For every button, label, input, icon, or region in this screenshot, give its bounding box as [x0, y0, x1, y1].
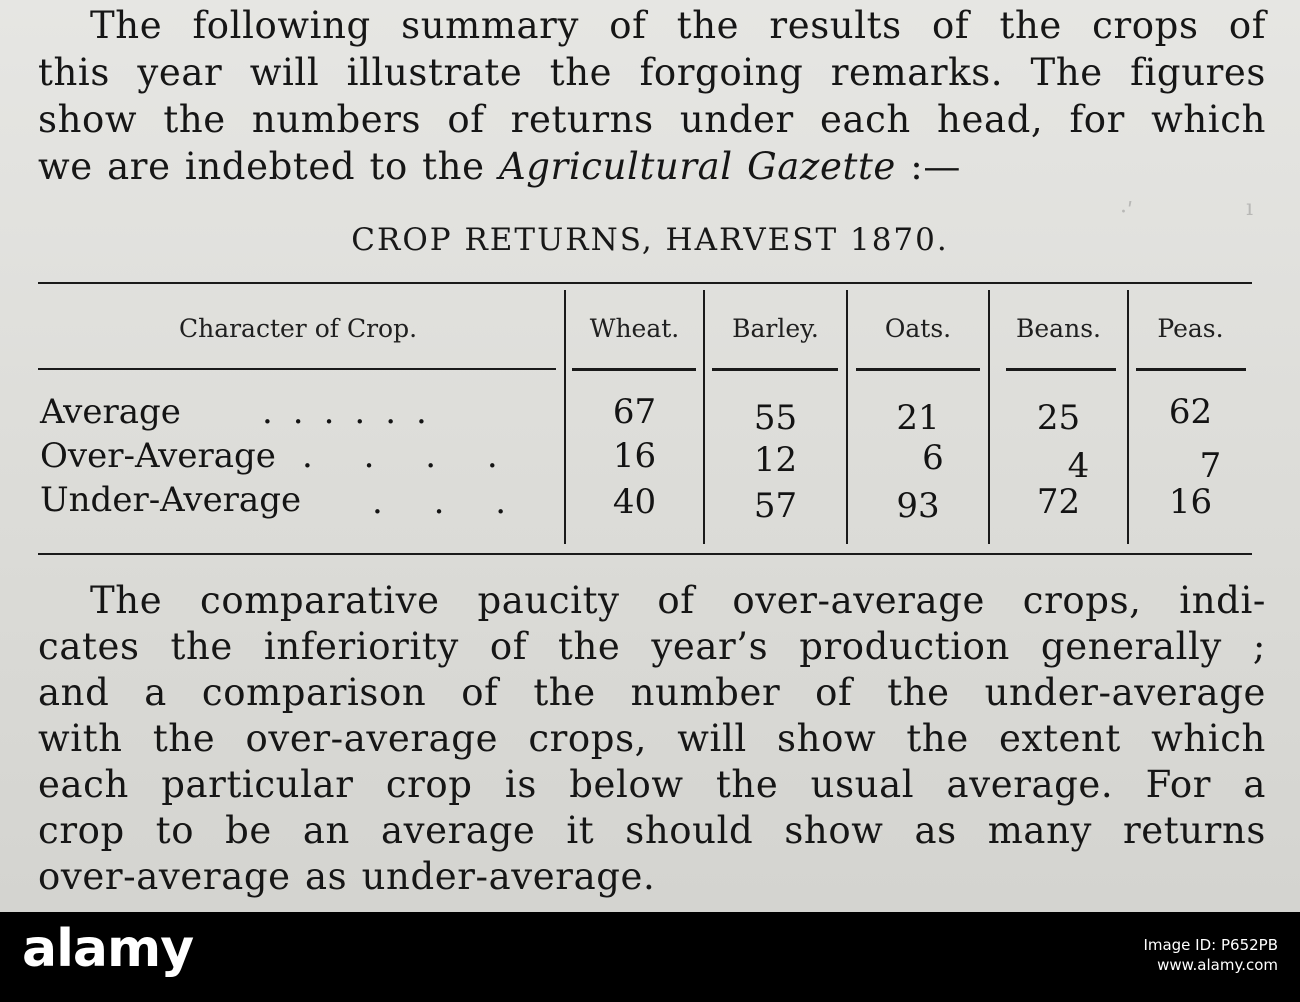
cell-over-peas: 7	[1199, 446, 1222, 486]
cell-average-oats: 21	[896, 398, 940, 438]
header-rule-label	[38, 368, 556, 370]
conclusion-line-5: each particular crop is below the usual average. For a	[38, 763, 1266, 806]
conclusion-line-2: cates the inferiority of the year’s production generally ;	[38, 625, 1266, 668]
cell-under-beans: 72	[1036, 482, 1081, 522]
table-top-rule	[38, 282, 1252, 284]
gazette-title: Agricultural Gazette	[498, 145, 896, 188]
cell-over-wheat: 16	[612, 436, 657, 476]
cell-under-wheat: 40	[612, 482, 657, 522]
header-barley: Barley.	[732, 314, 819, 343]
intro-line-2: this year will illustrate the forgoing remarks. The figures	[38, 51, 1266, 94]
cell-over-beans: 4	[1067, 446, 1090, 486]
cell-over-oats: 6	[922, 438, 944, 478]
footer-bar	[0, 912, 1300, 1002]
cell-average-wheat: 67	[612, 392, 657, 432]
bleed-mark: ·ʹ	[1120, 200, 1134, 225]
header-underline	[856, 368, 980, 371]
footer-info	[1143, 935, 1278, 975]
row-label-over-average: Over-Average	[40, 436, 276, 476]
intro-line-3: show the numbers of returns under each head, for which	[38, 98, 1266, 141]
header-underline	[1006, 368, 1116, 371]
leader-dots: ......	[262, 392, 447, 432]
conclusion-line-6: crop to be an average it should show as many returns	[38, 809, 1266, 852]
header-underline	[572, 368, 696, 371]
bleed-mark: ı	[1246, 196, 1254, 221]
cell-average-barley: 55	[753, 398, 798, 438]
conclusion-paragraph	[38, 578, 1266, 900]
cell-under-peas: 16	[1168, 482, 1213, 522]
conclusion-line-3: and a comparison of the number of the under-average	[38, 671, 1266, 714]
leader-dots: . . . .	[302, 436, 518, 476]
image-id: Image ID: P652PB	[1143, 936, 1278, 954]
header-peas: Peas.	[1157, 314, 1224, 343]
cell-under-oats: 93	[896, 486, 940, 526]
table-title: CROP RETURNS, HARVEST 1870.	[351, 222, 949, 258]
alamy-logo[interactable]: alamy	[22, 919, 194, 979]
intro-line-1: The following summary of the results of the crops of	[90, 4, 1266, 47]
intro-line-4	[38, 143, 1266, 190]
site-url[interactable]: www.alamy.com	[1157, 956, 1278, 974]
conclusion-line-1: The comparative paucity of over-average crops, indi-	[90, 579, 1266, 622]
header-beans: Beans.	[1016, 314, 1101, 343]
row-label-under-average: Under-Average	[40, 480, 302, 520]
cell-over-barley: 12	[753, 440, 798, 480]
intro-paragraph	[38, 2, 1266, 190]
header-wheat: Wheat.	[589, 314, 680, 343]
intro-line-4-post: :—	[895, 145, 961, 188]
conclusion-line-4: with the over-average crops, will show the extent which	[38, 717, 1266, 760]
header-oats: Oats.	[884, 314, 952, 343]
header-underline	[1136, 368, 1246, 371]
table-bottom-rule	[38, 553, 1252, 555]
leader-dots: . . .	[372, 482, 527, 522]
intro-line-4-pre: we are indebted to the	[38, 145, 499, 188]
cell-under-barley: 57	[753, 486, 798, 526]
header-underline	[712, 368, 838, 371]
row-label-average: Average	[40, 392, 181, 432]
cell-average-beans: 25	[1036, 398, 1081, 438]
conclusion-line-7: over-average as under-average.	[38, 855, 656, 898]
cell-average-peas: 62	[1168, 392, 1213, 432]
header-character-of-crop: Character of Crop.	[178, 314, 418, 343]
